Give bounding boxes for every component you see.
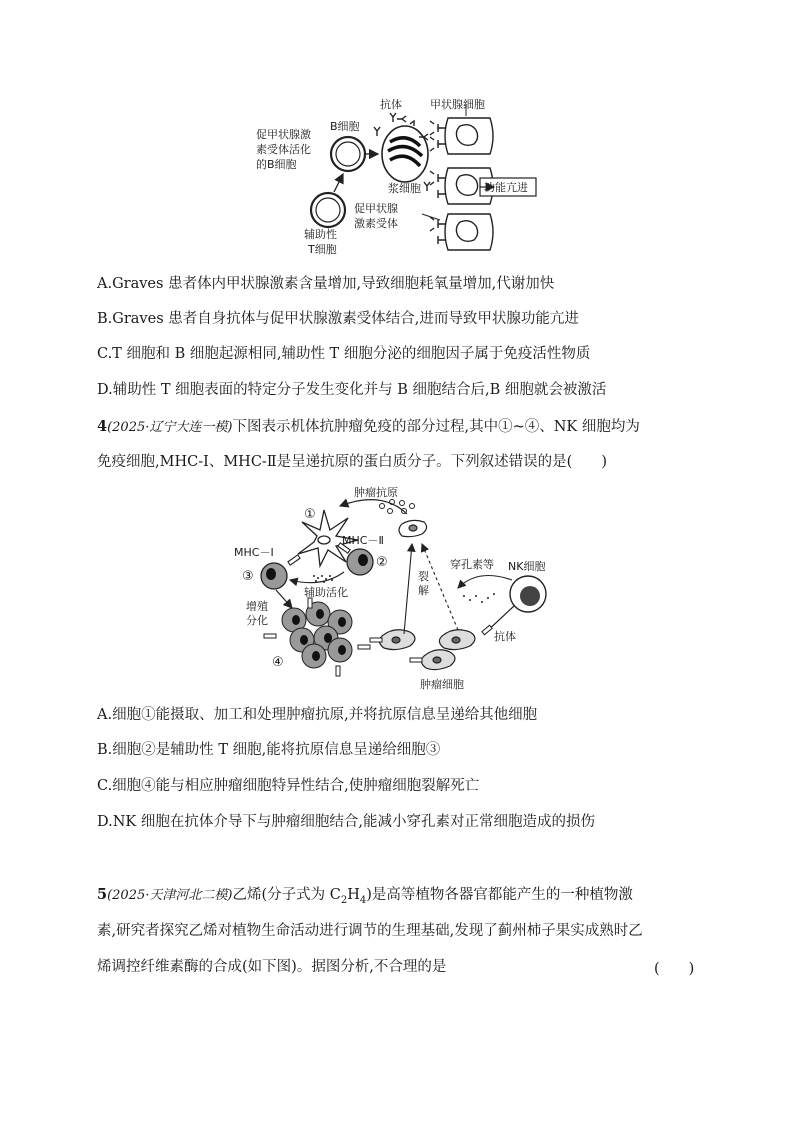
label-activated-b-cell-3: 的B细胞 bbox=[256, 158, 297, 171]
q3-option-b: B.Graves 患者自身抗体与促甲状腺激素受体结合,进而导致甲状腺功能亢进 bbox=[97, 311, 579, 327]
label-antibody: 抗体 bbox=[494, 630, 516, 643]
q5-subscript-2: 2 bbox=[340, 894, 348, 906]
tumor-cell-top bbox=[399, 520, 427, 536]
label-lyse-2: 解 bbox=[418, 584, 429, 597]
q4-option-c: C.细胞④能与相应肿瘤细胞特异性结合,使肿瘤细胞裂解死亡 bbox=[97, 778, 480, 794]
q5-answer-paren: ( ) bbox=[654, 961, 695, 977]
label-helper-t-1: 辅助性 bbox=[304, 228, 337, 241]
effector-cell-cluster bbox=[282, 602, 352, 668]
label-proliferate-2: 分化 bbox=[246, 614, 268, 627]
label-b-cell: B细胞 bbox=[330, 120, 360, 133]
q5-source: (2025·天津河北二模) bbox=[107, 888, 233, 903]
label-tsh-receptor-2: 激素受体 bbox=[354, 217, 398, 230]
q4-option-b: B.细胞②是辅助性 T 细胞,能将抗原信息呈递给细胞③ bbox=[97, 742, 441, 758]
q3-option-a: A.Graves 患者体内甲状腺激素含量增加,导致细胞耗氧量增加,代谢加快 bbox=[97, 276, 555, 292]
label-nk-cell: NK细胞 bbox=[508, 560, 546, 573]
cell-2 bbox=[347, 549, 373, 575]
label-cell-1: ① bbox=[304, 507, 316, 522]
cell-3 bbox=[261, 563, 287, 589]
tumor-cell-middle-right bbox=[439, 630, 475, 650]
q4-stem-line-2: 免疫细胞,MHC-Ⅰ、MHC-Ⅱ是呈递抗原的蛋白质分子。下列叙述错误的是( ) bbox=[97, 454, 607, 470]
label-tsh-receptor-1: 促甲状腺 bbox=[354, 202, 398, 215]
helper-t-cell bbox=[311, 193, 345, 227]
q4-stem-text-1: 下图表示机体抗肿瘤免疫的部分过程,其中①~④、NK 细胞均为 bbox=[232, 419, 640, 435]
q5-stem-line-1 bbox=[97, 885, 633, 911]
label-helper-t-2: T细胞 bbox=[308, 243, 337, 256]
q4-source: (2025·辽宁大连一模) bbox=[107, 420, 233, 435]
q5-stem-line-2: 素,研究者探究乙烯对植物生命活动进行调节的生理基础,发现了蓟州柿子果实成熟时乙 bbox=[97, 923, 643, 939]
label-lyse-1: 裂 bbox=[418, 570, 429, 583]
label-mhc1: MHC－Ⅰ bbox=[234, 546, 274, 559]
q5-number: 5 bbox=[97, 886, 108, 903]
nk-cell bbox=[510, 576, 546, 612]
tumor-cell-bottom bbox=[421, 650, 455, 670]
tumor-cell-middle-left bbox=[379, 630, 415, 650]
label-proliferate-1: 增殖 bbox=[246, 600, 268, 613]
label-activated-b-cell-1: 促甲状腺激 bbox=[256, 128, 311, 141]
label-antibody: 抗体 bbox=[380, 98, 402, 111]
tsh-receptors bbox=[430, 121, 446, 244]
label-activated-b-cell-2: 素受体活化 bbox=[256, 143, 311, 156]
figure-graves-mechanism bbox=[250, 96, 570, 262]
q5-subscript-4: 4 bbox=[359, 894, 367, 906]
plasma-cell bbox=[382, 126, 428, 182]
q5-stem-line-3: 烯调控纤维素酶的合成(如下图)。据图分析,不合理的是 bbox=[97, 959, 447, 975]
label-cell-3: ③ bbox=[242, 569, 254, 584]
q5-stem-text-1c: )是高等植物各器官都能产生的一种植物激 bbox=[366, 887, 633, 903]
q4-option-a: A.细胞①能摄取、加工和处理肿瘤抗原,并将抗原信息呈递给其他细胞 bbox=[97, 707, 538, 723]
label-assist-activate: 辅助活化 bbox=[304, 586, 348, 599]
figure-antitumor-immunity bbox=[232, 484, 562, 694]
q4-option-d: D.NK 细胞在抗体介导下与肿瘤细胞结合,能减小穿孔素对正常细胞造成的损伤 bbox=[97, 814, 595, 830]
q3-option-d: D.辅助性 T 细胞表面的特定分子发生变化并与 B 细胞结合后,B 细胞就会被激活 bbox=[97, 382, 607, 398]
activation-arrow bbox=[334, 174, 343, 192]
label-tumor-cell: 肿瘤细胞 bbox=[420, 678, 464, 691]
q4-number: 4 bbox=[97, 418, 108, 435]
label-perforin: 穿孔素等 bbox=[450, 558, 494, 571]
label-tumor-antigen: 肿瘤抗原 bbox=[354, 486, 398, 499]
label-cell-2: ② bbox=[376, 555, 388, 570]
q4-stem-line-1 bbox=[97, 417, 640, 438]
label-thyroid-cell: 甲状腺细胞 bbox=[430, 98, 485, 111]
label-plasma-cell: 浆细胞 bbox=[388, 182, 421, 195]
q5-stem-text-1a: 乙烯(分子式为 C bbox=[232, 887, 341, 903]
q5-stem-text-1b: H bbox=[347, 887, 360, 903]
label-hyperfunction: 功能亢进 bbox=[484, 181, 528, 194]
label-cell-4: ④ bbox=[272, 655, 284, 670]
label-mhc2: MHC－Ⅱ bbox=[342, 534, 384, 547]
b-cell bbox=[331, 137, 365, 171]
q3-option-c: C.T 细胞和 B 细胞起源相同,辅助性 T 细胞分泌的细胞因子属于免疫活性物质 bbox=[97, 346, 591, 362]
